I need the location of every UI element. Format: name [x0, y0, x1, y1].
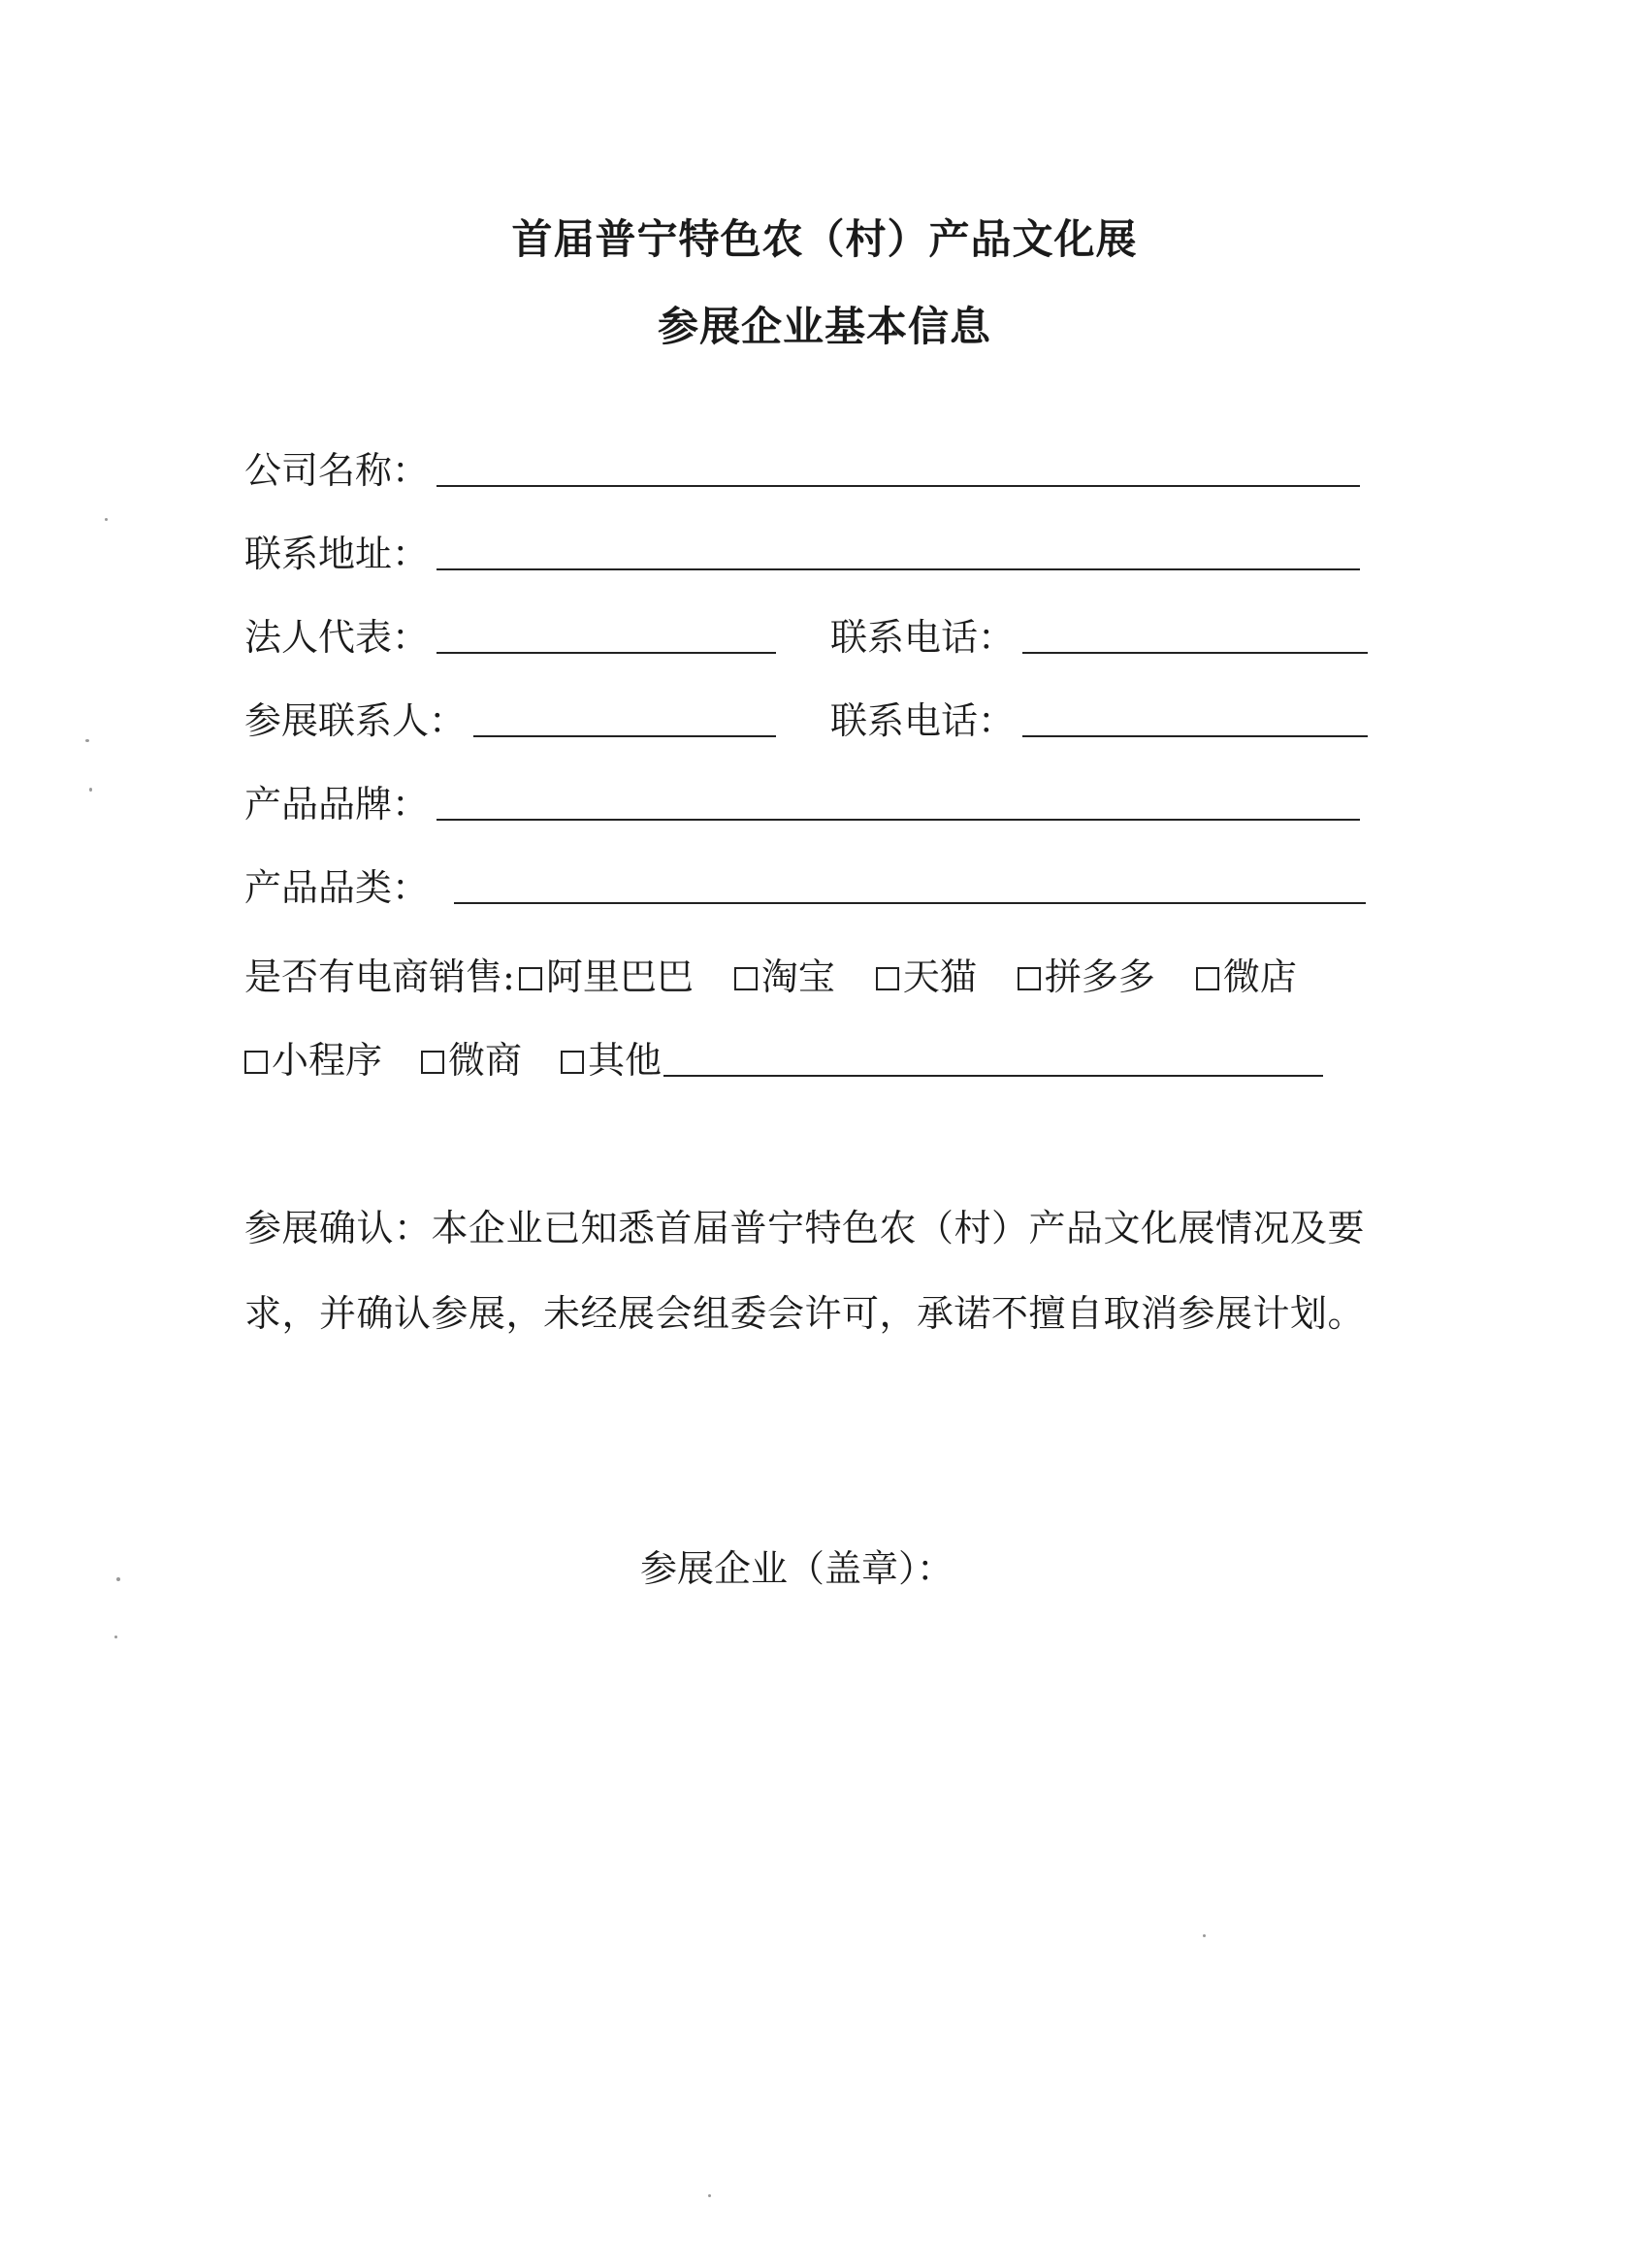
checkbox-icon	[1196, 967, 1219, 990]
checkbox-weidian[interactable]	[1196, 956, 1297, 998]
address-field[interactable]	[436, 568, 1360, 570]
other-field[interactable]	[663, 1075, 1323, 1077]
confirmation-line-1: 参展确认：本企业已知悉首届普宁特色农（村）产品文化展情况及要	[244, 1207, 1366, 1249]
phone1-row	[830, 601, 1368, 659]
checkbox-label: 其他	[588, 1039, 663, 1082]
contact-person-field[interactable]	[473, 735, 776, 737]
confirmation-line-2: 求，并确认参展，未经展会组委会许可，承诺不擅自取消参展计划。	[244, 1292, 1366, 1335]
address-row	[244, 518, 1360, 575]
company-name-field[interactable]	[436, 485, 1360, 487]
scan-speck	[105, 518, 108, 521]
checkbox-label: 天猫	[902, 956, 977, 998]
scan-speck	[85, 739, 89, 742]
checkbox-taobao[interactable]	[734, 956, 835, 998]
checkbox-icon	[561, 1051, 584, 1074]
checkbox-other[interactable]	[561, 1039, 663, 1082]
contact-person-row	[244, 685, 776, 742]
address-label: 联系地址：	[244, 533, 430, 575]
checkbox-label: 微商	[448, 1039, 523, 1082]
confirmation-paragraph	[244, 1185, 1370, 1356]
phone1-field[interactable]	[1022, 652, 1368, 654]
phone2-row	[830, 685, 1368, 742]
checkbox-label: 拼多多	[1044, 956, 1155, 998]
phone2-label: 联系电话：	[830, 699, 1016, 742]
brand-label: 产品品牌：	[244, 783, 430, 826]
scan-speck	[114, 1636, 117, 1638]
scan-speck	[708, 2194, 711, 2197]
form-subtitle: 参展企业基本信息	[657, 303, 991, 350]
checkbox-tmall[interactable]	[876, 956, 977, 998]
checkbox-icon	[244, 1051, 268, 1074]
brand-row	[244, 768, 1360, 826]
phone2-field[interactable]	[1022, 735, 1368, 737]
legal-rep-field[interactable]	[436, 652, 776, 654]
category-label: 产品品类：	[244, 866, 430, 909]
checkbox-label: 淘宝	[760, 956, 835, 998]
company-name-row	[244, 435, 1360, 492]
category-row	[244, 852, 1366, 909]
form-title: 首届普宁特色农（村）产品文化展	[511, 215, 1138, 263]
legal-rep-row	[244, 601, 776, 659]
company-name-label: 公司名称：	[244, 449, 430, 492]
ecommerce-row-1	[244, 941, 1297, 998]
checkbox-icon	[734, 967, 758, 990]
seal-label: 参展企业（盖章）：	[640, 1547, 954, 1590]
scan-speck	[116, 1577, 120, 1581]
contact-person-label: 参展联系人：	[244, 699, 467, 742]
checkbox-icon	[421, 1051, 444, 1074]
ecommerce-label: 是否有电商销售:	[244, 956, 515, 998]
checkbox-alibaba[interactable]	[519, 956, 694, 998]
ecommerce-row-2	[244, 1024, 1323, 1082]
checkbox-icon	[1018, 967, 1041, 990]
phone1-label: 联系电话：	[830, 616, 1016, 659]
legal-rep-label: 法人代表：	[244, 616, 430, 659]
checkbox-label: 微店	[1222, 956, 1297, 998]
checkbox-icon	[519, 967, 542, 990]
brand-field[interactable]	[436, 819, 1360, 821]
checkbox-pinduoduo[interactable]	[1018, 956, 1155, 998]
checkbox-icon	[876, 967, 899, 990]
scan-speck	[89, 788, 92, 792]
scan-speck	[1203, 1934, 1206, 1937]
checkbox-weishang[interactable]	[421, 1039, 523, 1082]
checkbox-label: 阿里巴巴	[545, 956, 694, 998]
checkbox-label: 小程序	[272, 1039, 383, 1082]
category-field[interactable]	[454, 902, 1366, 904]
checkbox-miniprogram[interactable]	[244, 1039, 383, 1082]
